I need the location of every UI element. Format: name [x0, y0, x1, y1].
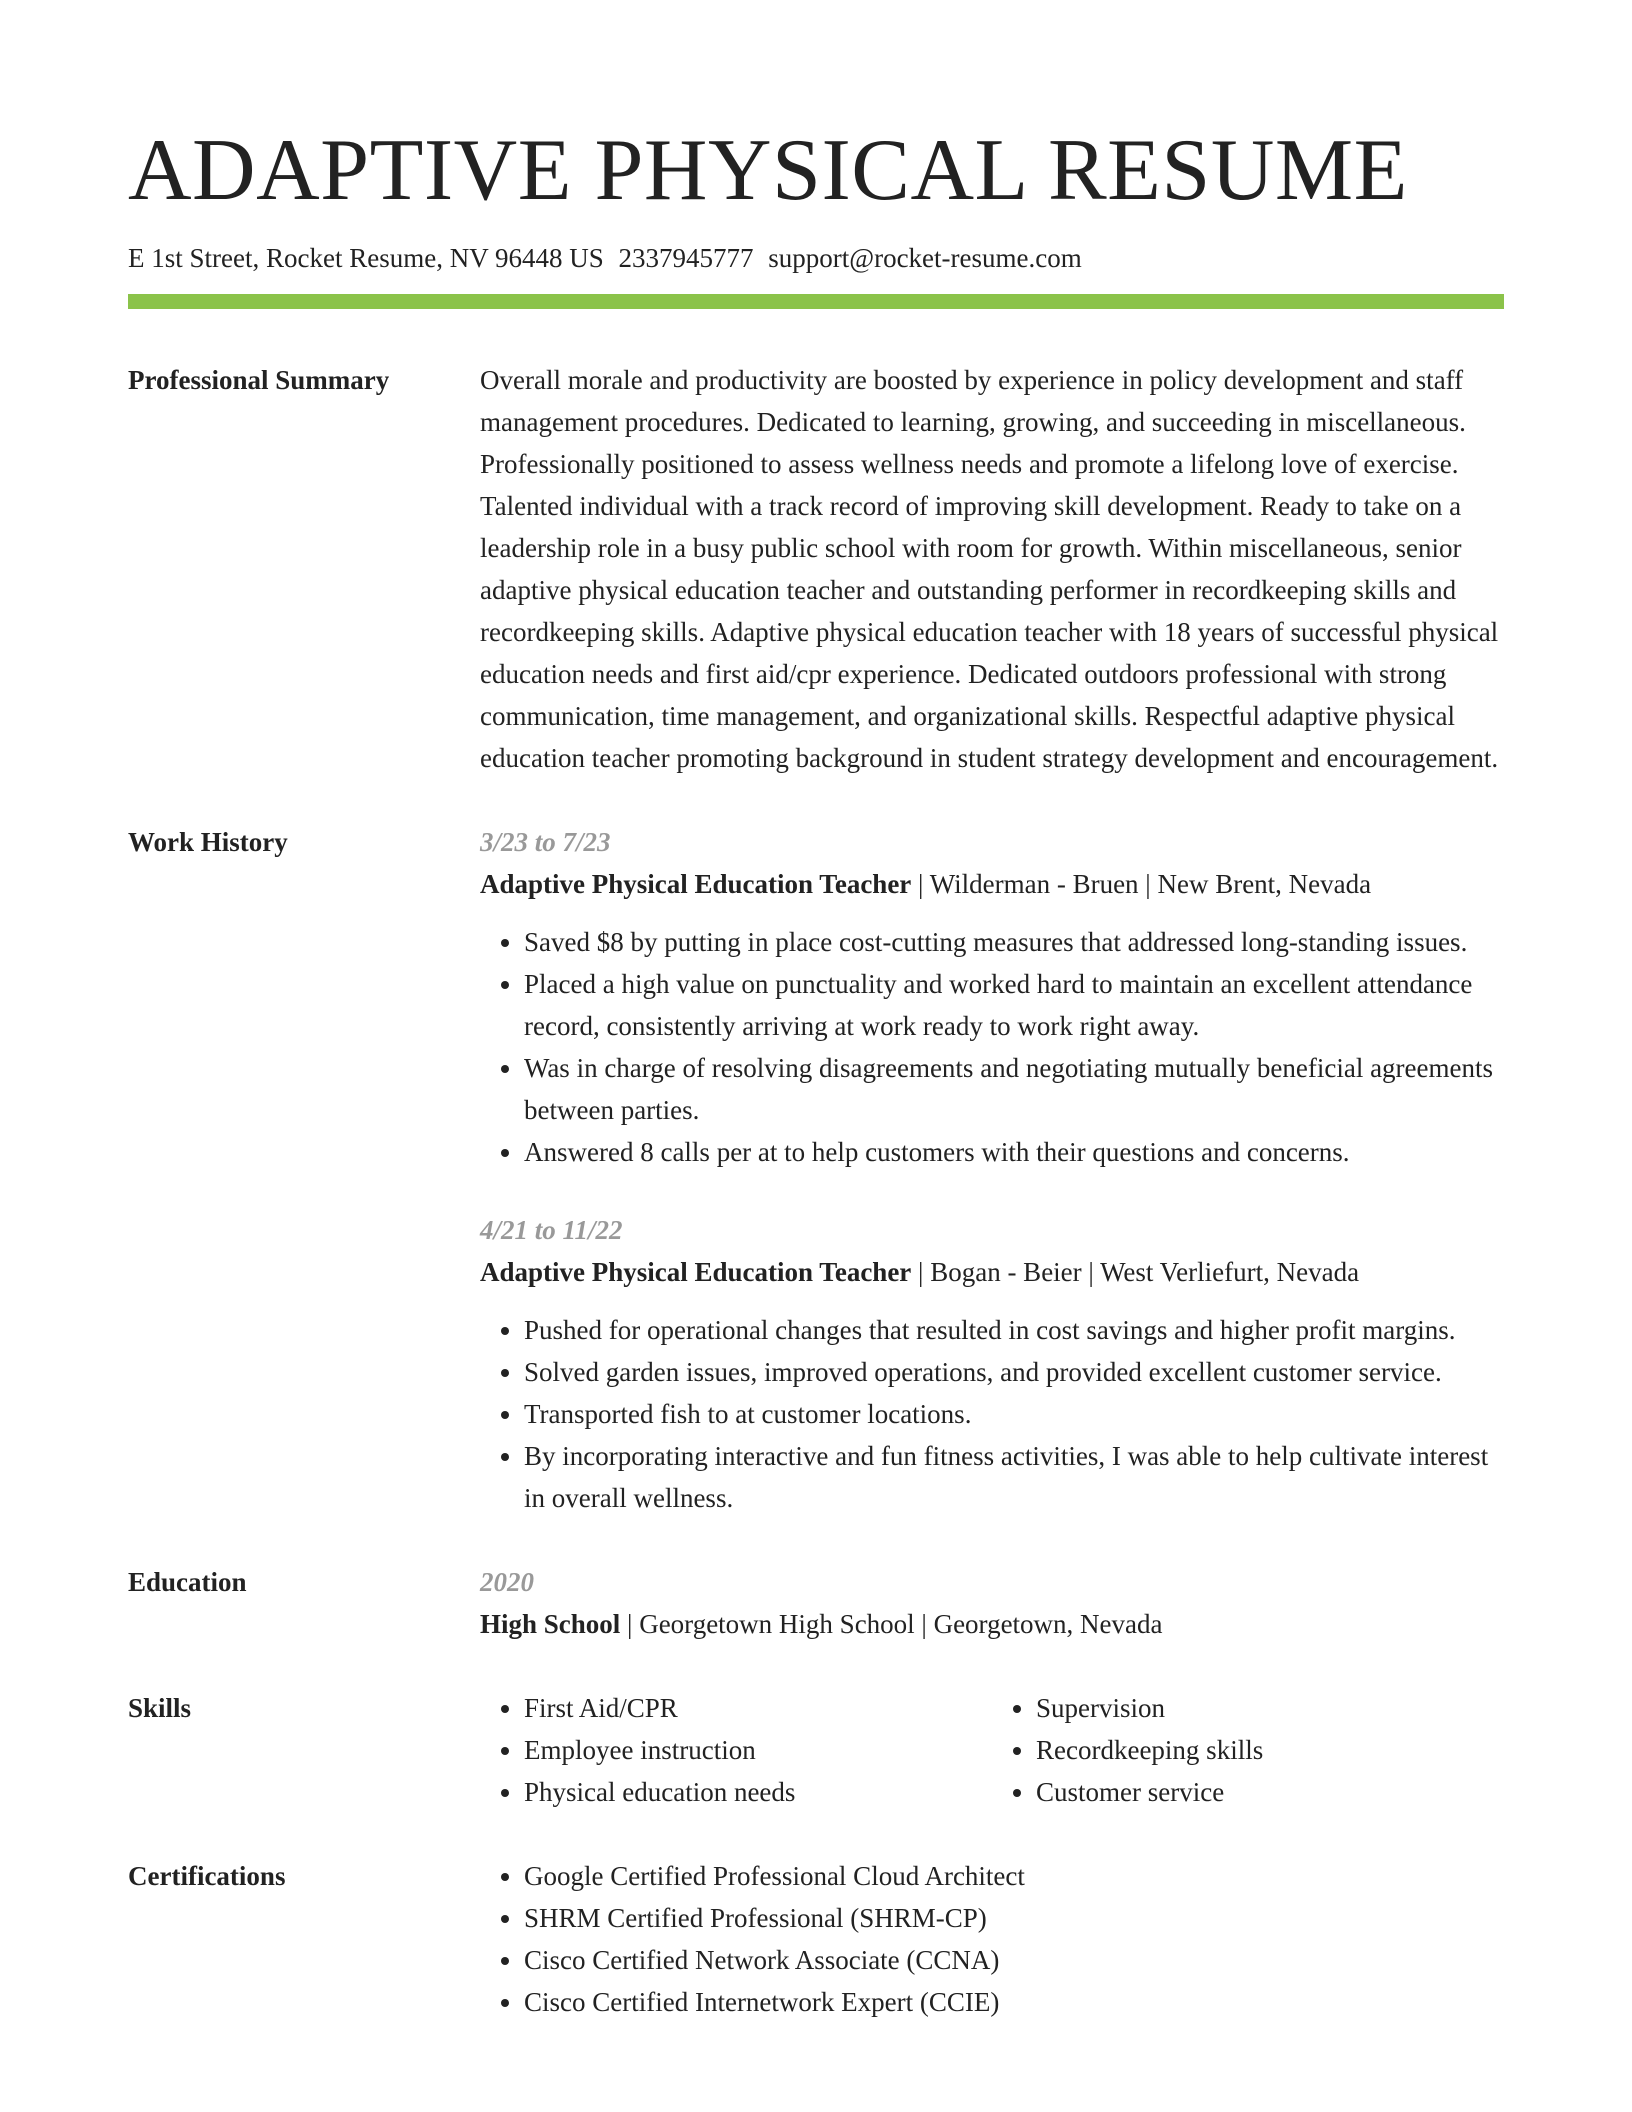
section-work-history: [128, 821, 1504, 1519]
education-year: 2020: [480, 1567, 534, 1597]
section-label: Work History: [128, 827, 288, 857]
job-heading: [480, 863, 1504, 905]
list-item: • Pushed for operational changes that resulted in cost savings and higher profit margins.: [524, 1309, 1504, 1351]
list-item: • Google Certified Professional Cloud Architect: [524, 1855, 1504, 1897]
list-item: • Placed a high value on punctuality and worked hard to maintain an excellent attendance record, consistently arriving at work ready to work right away.: [524, 963, 1504, 1047]
section-body: [480, 821, 1504, 1519]
list-item: • Customer service: [1036, 1771, 1504, 1813]
list-item: • By incorporating interactive and fun fitness activities, I was able to help cultivate interest in overall wellness.: [524, 1435, 1504, 1519]
list-item: • Was in charge of resolving disagreements and negotiating mutually beneficial agreements between parties.: [524, 1047, 1504, 1131]
list-item: • Answered 8 calls per at to help customers with their questions and concerns.: [524, 1131, 1504, 1173]
job-entry: [480, 821, 1504, 1173]
section-body: [480, 1855, 1504, 2023]
job-heading: [480, 1251, 1504, 1293]
resume-name: ADAPTIVE PHYSICAL RESUME: [128, 122, 1408, 219]
list-item: • Transported fish to at customer locations.: [524, 1393, 1504, 1435]
contact-address: E 1st Street, Rocket Resume, NV 96448 US: [128, 243, 604, 273]
list-item: • Employee instruction: [524, 1729, 992, 1771]
list-item: • Cisco Certified Internetwork Expert (CCIE): [524, 1981, 1504, 2023]
section-label: Professional Summary: [128, 365, 390, 395]
list-item: • Cisco Certified Network Associate (CCNA): [524, 1939, 1504, 1981]
section-education: [128, 1561, 1504, 1645]
education-heading: [480, 1603, 1504, 1645]
section-professional-summary: [128, 359, 1504, 779]
job-title: Adaptive Physical Education Teacher: [480, 1257, 912, 1287]
list-item: • Supervision: [1036, 1687, 1504, 1729]
job-bullets: [480, 921, 1504, 1173]
section-label: Certifications: [128, 1861, 286, 1891]
list-item: • First Aid/CPR: [524, 1687, 992, 1729]
certifications-list: [480, 1855, 1504, 2023]
section-body: [480, 1687, 1504, 1813]
summary-text: Overall morale and productivity are boosted by experience in policy development and staff management procedures. Dedicated to learning, growing, and succeeding in miscellaneous. Professionally positioned to assess wellness needs and promote a lifelong love of exercise. Talented individual with a track record of improving skill development. Ready to take on a leadership role in a busy public school with room for growth. Within miscellaneous, senior adaptive physical education teacher and outstanding performer in recordkeeping skills and recordkeeping skills. Adaptive physical education teacher with 18 years of successful physical education needs and first aid/cpr experience. Dedicated outdoors professional with strong communication, time management, and organizational skills. Respectful adaptive physical education teacher promoting background in student strategy development and encouragement.: [480, 365, 1499, 773]
job-bullets: [480, 1309, 1504, 1519]
skills-grid: [480, 1687, 1504, 1813]
section-label: Skills: [128, 1693, 192, 1723]
contact-phone: 2337945777: [618, 243, 754, 273]
list-item: • Saved $8 by putting in place cost-cutting measures that addressed long-standing issues.: [524, 921, 1504, 963]
list-item: • Physical education needs: [524, 1771, 992, 1813]
list-item: • SHRM Certified Professional (SHRM-CP): [524, 1897, 1504, 1939]
section-body: [480, 1561, 1504, 1645]
job-dates: 3/23 to 7/23: [480, 827, 611, 857]
section-skills: [128, 1687, 1504, 1813]
education-degree: High School: [480, 1609, 621, 1639]
section-body: [480, 359, 1504, 779]
section-certifications: [128, 1855, 1504, 2023]
skills-column-left: [480, 1687, 992, 1813]
resume-page: [128, 0, 1504, 2023]
job-title: Adaptive Physical Education Teacher: [480, 869, 912, 899]
skills-column-right: [992, 1687, 1504, 1813]
contact-line: [128, 240, 1504, 276]
job-details: | Wilderman - Bruen | New Brent, Nevada: [911, 869, 1372, 899]
section-label: Education: [128, 1567, 247, 1597]
list-item: • Recordkeeping skills: [1036, 1729, 1504, 1771]
header-divider: [128, 294, 1504, 309]
list-item: • Solved garden issues, improved operations, and provided excellent customer service.: [524, 1351, 1504, 1393]
contact-email: support@rocket-resume.com: [768, 243, 1082, 273]
education-details: | Georgetown High School | Georgetown, Nevada: [620, 1609, 1163, 1639]
job-details: | Bogan - Beier | West Verliefurt, Nevada: [911, 1257, 1360, 1287]
job-dates: 4/21 to 11/22: [480, 1215, 623, 1245]
job-entry: [480, 1209, 1504, 1519]
